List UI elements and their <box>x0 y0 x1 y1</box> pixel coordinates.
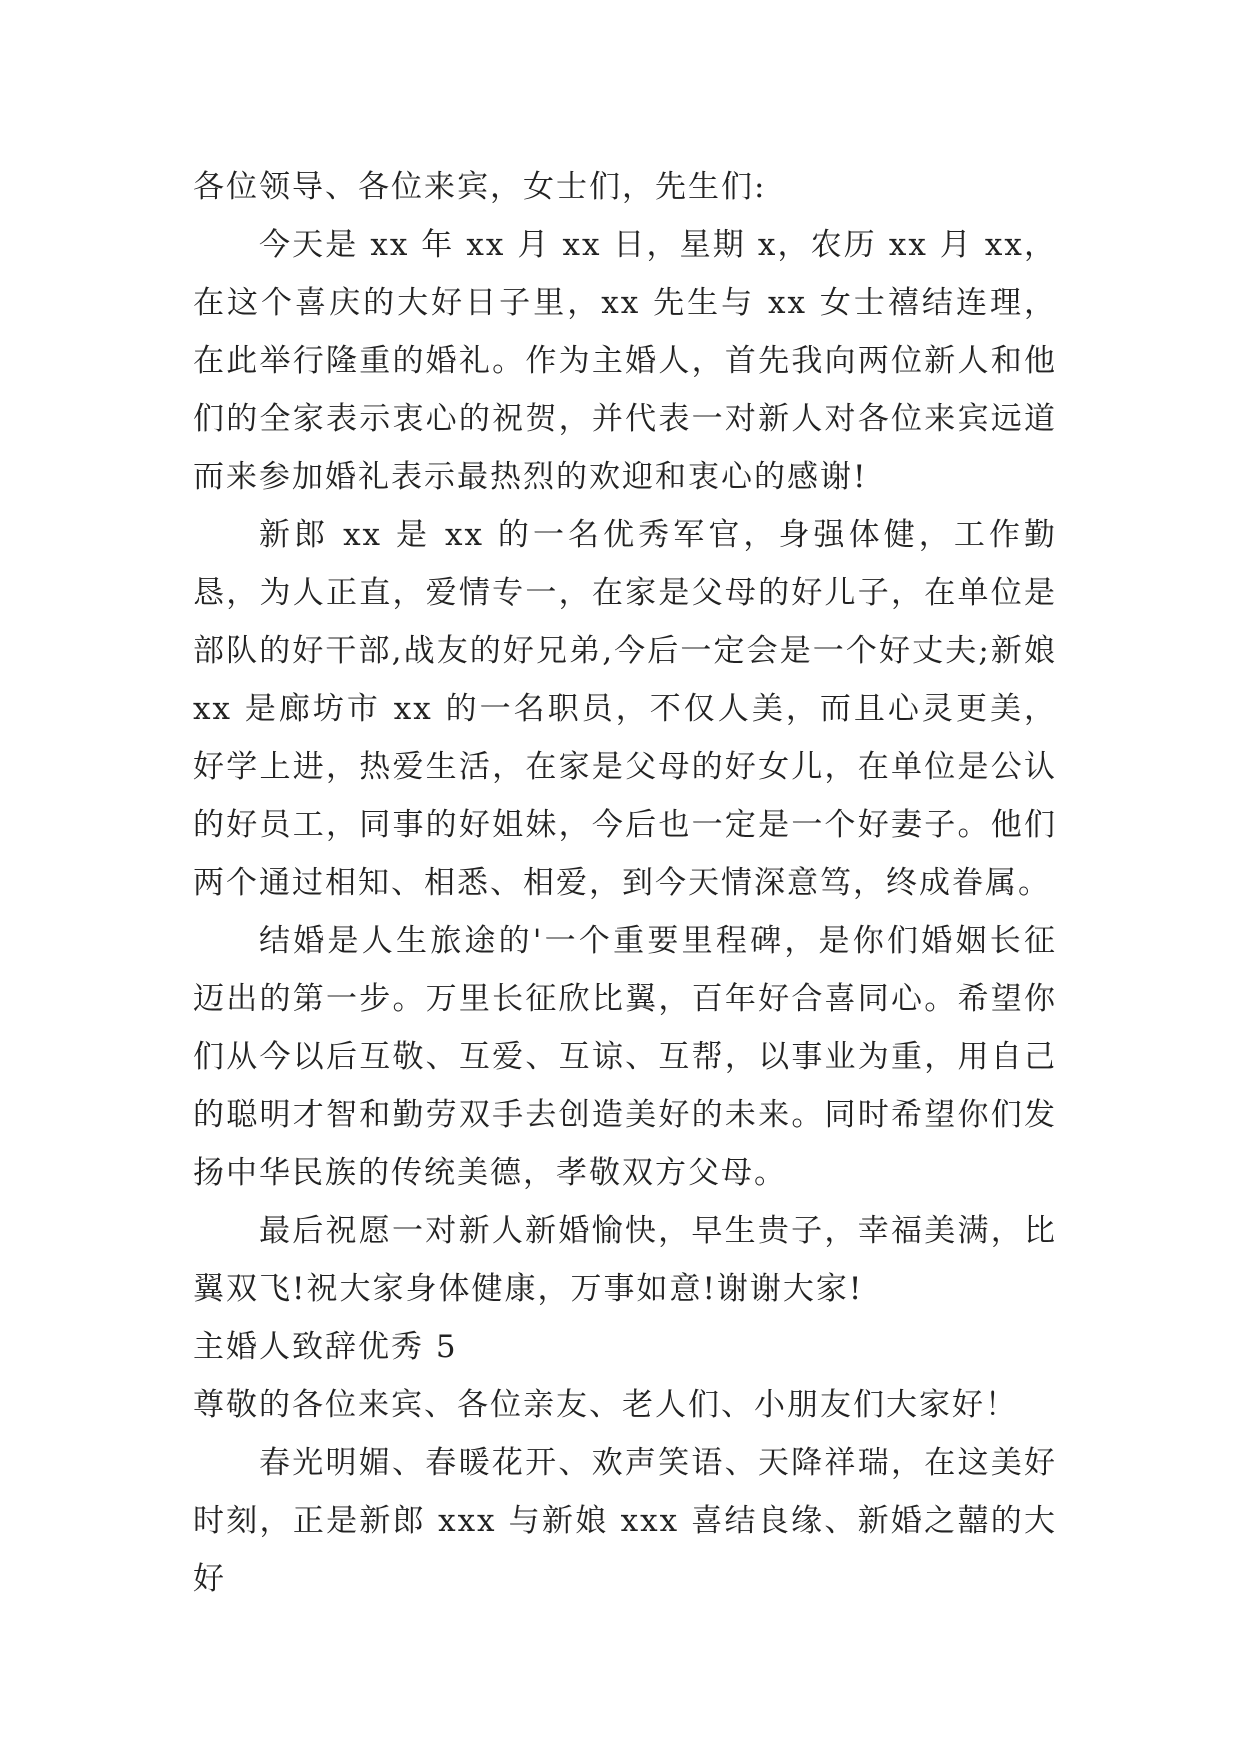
section-salutation: 尊敬的各位来宾、各位亲友、老人们、小朋友们大家好！ <box>193 1387 1018 1423</box>
paragraph-3: 结婚是人生旅途的'一个重要里程碑，是你们婚姻长征迈出的第一步。万里长征欣比翼，百年好合喜同心。希望你们从今以后互敬、互爱、互谅、互帮，以事业为重，用自己的聪明才智和勤劳双手去创造美好的未来。同时希望你们发扬中华民族的传统美德，孝敬双方父母。 <box>193 923 1057 1191</box>
paragraph-2: 新郎 xx 是 xx 的一名优秀军官，身强体健，工作勤恳，为人正直，爱情专一，在家是父母的好儿子，在单位是部队的好干部,战友的好兄弟,今后一定会是一个好丈夫;新娘 xx 是廊坊市 xx 的一名职员，不仅人美，而且心灵更美，好学上进，热爱生活，在家是父母的好女儿，在单位是公认的好员工，同事的好姐妹，今后也一定是一个好妻子。他们两个通过相知、相悉、相爱，到今天情深意笃，终成眷属。 <box>193 517 1057 901</box>
salutation: 各位领导、各位来宾，女士们，先生们: <box>193 169 767 205</box>
section-paragraph-1: 春光明媚、春暖花开、欢声笑语、天降祥瑞，在这美好时刻，正是新郎 xxx 与新娘 xxx 喜结良缘、新婚之囍的大好 <box>193 1445 1057 1597</box>
paragraph-4: 最后祝愿一对新人新婚愉快，早生贵子，幸福美满，比翼双飞!祝大家身体健康，万事如意!谢谢大家! <box>193 1213 1057 1307</box>
section-title: 主婚人致辞优秀 5 <box>193 1329 458 1365</box>
paragraph-1: 今天是 xx 年 xx 月 xx 日，星期 x，农历 xx 月 xx，在这个喜庆的大好日子里，xx 先生与 xx 女士禧结连理，在此举行隆重的婚礼。作为主婚人，首先我向两位新人和他们的全家表示衷心的祝贺，并代表一对新人对各位来宾远道而来参加婚礼表示最热烈的欢迎和衷心的感谢! <box>193 227 1057 495</box>
document-body <box>193 158 1057 1608</box>
